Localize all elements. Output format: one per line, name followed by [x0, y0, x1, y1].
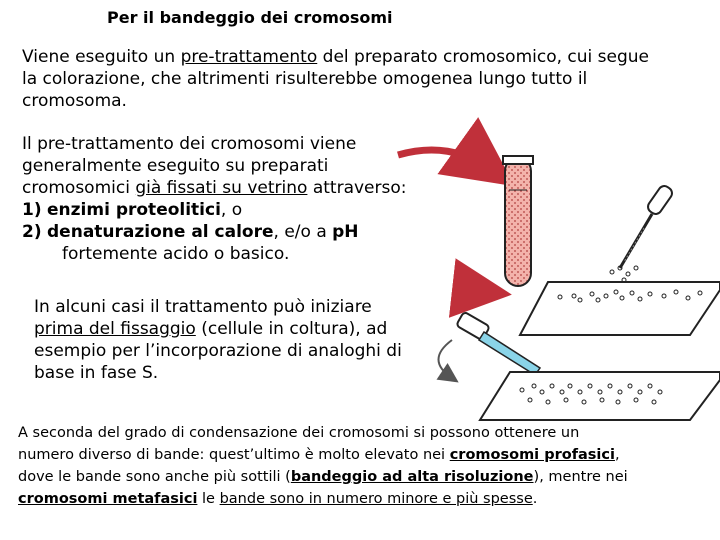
condensation-line4-mid: le: [197, 491, 220, 507]
prefixation-paragraph: [34, 296, 402, 384]
prefixation-before-fix: prima del fissaggio: [34, 319, 196, 339]
prefixation-line1: In alcuni casi il trattamento può iniziare: [34, 297, 372, 317]
condensation-line1: A seconda del grado di condensazione dei cromosomi si possono ottenere un: [18, 425, 580, 441]
condensation-line3-pre: dove le bande sono anche più sottili (: [18, 469, 291, 485]
prophase-chromosomes: cromosomi profasici: [449, 447, 615, 463]
page-title: Per il bandeggio dei cromosomi: [107, 8, 393, 27]
pretreatment-line3-post: attraverso:: [307, 178, 407, 198]
intro-line3: cromosoma.: [22, 91, 127, 111]
prefixation-line2-post: (cellule in coltura), ad: [195, 319, 388, 339]
curved-arrow-icon: [439, 340, 453, 378]
intro-paragraph: [22, 46, 649, 112]
slide-upper-icon: [520, 266, 720, 335]
intro-line1-post: del preparato cromosomico, cui segue: [317, 47, 649, 67]
pretreatment-paragraph: [22, 133, 406, 265]
arrow-to-slide-icon: [460, 292, 488, 298]
test-tube-icon: [503, 156, 533, 286]
condensation-line3-post: ), mentre nei: [533, 469, 628, 485]
item1-enzymes: enzimi proteolitici: [47, 200, 221, 220]
pretreatment-line3-pre: cromosomici: [22, 178, 136, 198]
pretreatment-fixed-slide: già fissati su vetrino: [135, 178, 308, 198]
condensation-line2-pre: numero diverso di bande: quest’ultimo è molto elevato nei: [18, 447, 450, 463]
intro-line2: la colorazione, che altrimenti risulterebbe omogenea lungo tutto il: [22, 69, 588, 89]
condensation-line2-post: ,: [614, 447, 620, 463]
item2-ph: pH: [332, 222, 359, 242]
item1-number: 1): [22, 200, 42, 220]
item2-line2: fortemente acido o basico.: [62, 244, 290, 264]
arrow-to-tube-icon: [398, 150, 492, 170]
high-resolution-banding: bandeggio ad alta risoluzione: [290, 469, 534, 485]
condensation-line4-post: .: [532, 491, 538, 507]
pretreatment-line2: generalmente eseguito su preparati: [22, 156, 329, 176]
item2-mid: , e/o a: [273, 222, 333, 242]
dropper-icon: [620, 184, 674, 268]
intro-line1-pre: Viene eseguito un: [22, 47, 181, 67]
pretreatment-line1: Il pre-trattamento dei cromosomi viene: [22, 134, 357, 154]
slide-lower-icon: [480, 372, 720, 420]
item1-rest: , o: [220, 200, 243, 220]
item2-heat: denaturazione al calore: [47, 222, 274, 242]
prefixation-line4: base in fase S.: [34, 363, 159, 383]
condensation-paragraph: [18, 422, 628, 510]
metaphase-chromosomes: cromosomi metafasici: [18, 491, 198, 507]
intro-pretrattamento: pre-trattamento: [180, 47, 318, 67]
fewer-thicker-bands: bande sono in numero minore e più spesse: [219, 491, 533, 507]
item2-number: 2): [22, 222, 42, 242]
prefixation-line3: esempio per l’incorporazione di analoghi di: [34, 341, 402, 361]
